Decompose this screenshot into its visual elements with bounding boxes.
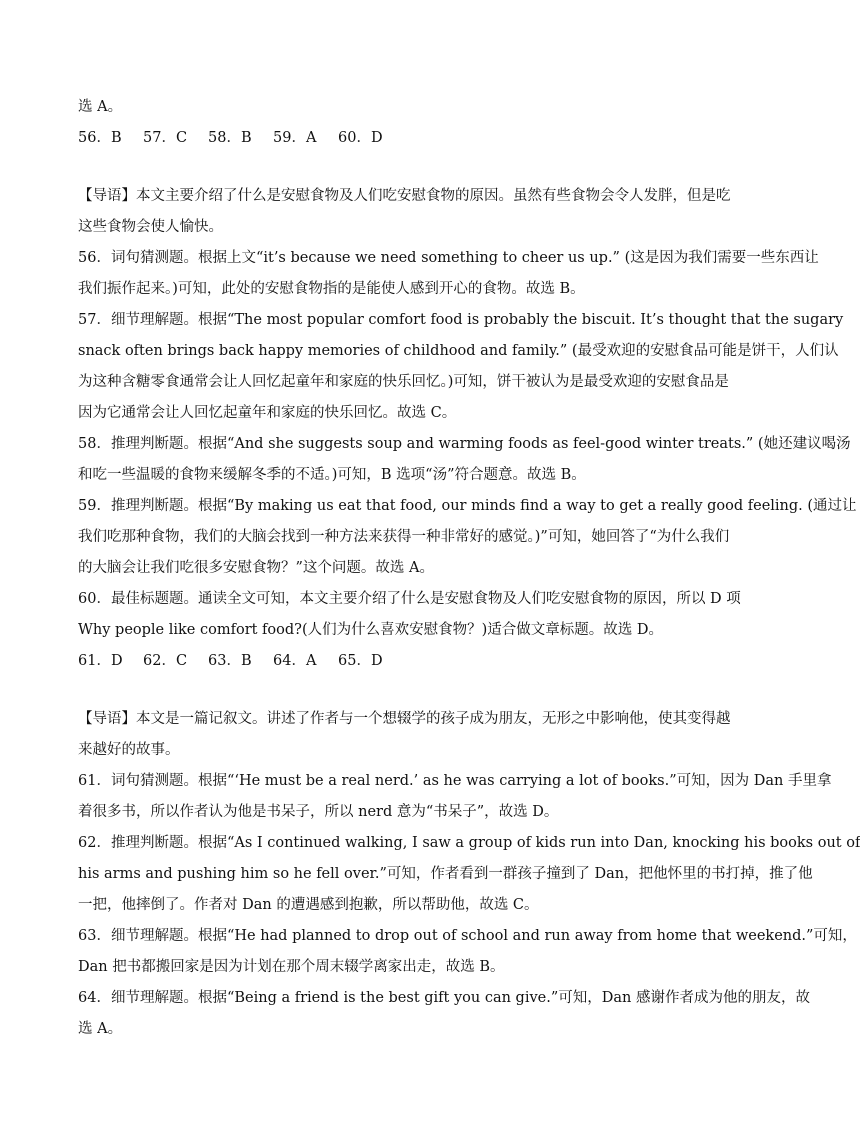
text-line: 因为它通常会让人回忆起童年和家庭的快乐回忆。故选 C。 — [78, 405, 457, 421]
text-line: Why people like comfort food?(人们为什么喜欢安慰食物？)适合做文章标题。故选 D。 — [78, 622, 663, 638]
text-line: 选 A。 — [78, 1021, 123, 1037]
explanation-59: 59．推理判断题。根据“By making us eat that food, our minds find a way to get a really good feeling. (通过让 — [78, 498, 857, 514]
answer-64: 64．A — [273, 653, 317, 669]
explanation-58: 58．推理判断题。根据“And she suggests soup and warming foods as feel-good winter treats.” (她还建议喝汤 — [78, 436, 851, 452]
answer-61: 61．D — [78, 653, 123, 669]
text-line: 一把，他摔倒了。作者对 Dan 的遭遇感到抱歉，所以帮助他，故选 C。 — [78, 897, 539, 913]
text-line: Dan 把书都搬回家是因为计划在那个周末辍学离家出走，故选 B。 — [78, 959, 505, 975]
explanation-57: 57．细节理解题。根据“The most popular comfort food is probably the biscuit. It’s thought that the sugary — [78, 312, 844, 328]
intro-passage-2: 【导语】本文是一篇记叙文。讲述了作者与一个想辍学的孩子成为朋友，无形之中影响他，使其变得越 — [78, 711, 731, 727]
answer-58: 58．B — [208, 130, 252, 146]
text-line: his arms and pushing him so he fell over.”可知，作者看到一群孩子撞到了 Dan，把他怀里的书打掉，推了他 — [78, 866, 813, 882]
text-line: snack often brings back happy memories of childhood and family.” (最受欢迎的安慰食品可能是饼干，人们认 — [78, 343, 839, 359]
text-line: 的大脑会让我们吃很多安慰食物？”这个问题。故选 A。 — [78, 560, 434, 576]
text-line: 选 A。 — [78, 99, 123, 115]
text-line: 来越好的故事。 — [78, 742, 180, 758]
answer-59: 59．A — [273, 130, 317, 146]
answer-60: 60．D — [338, 130, 383, 146]
explanation-56: 56．词句猜测题。根据上文“it’s because we need something to cheer us up.” (这是因为我们需要一些东西让 — [78, 250, 819, 266]
intro-passage-1: 【导语】本文主要介绍了什么是安慰食物及人们吃安慰食物的原因。虽然有些食物会令人发胖，但是吃 — [78, 188, 731, 204]
explanation-60: 60．最佳标题题。通读全文可知，本文主要介绍了什么是安慰食物及人们吃安慰食物的原因，所以 D 项 — [78, 591, 741, 607]
text-line: 为这种含糖零食通常会让人回忆起童年和家庭的快乐回忆。)可知，饼干被认为是最受欢迎的安慰食品是 — [78, 374, 729, 390]
answer-62: 62．C — [143, 653, 188, 669]
text-line: 我们吃那种食物，我们的大脑会找到一种方法来获得一种非常好的感觉。)”可知，她回答了“为什么我们 — [78, 529, 730, 545]
text-line: 这些食物会使人愉快。 — [78, 219, 223, 235]
answer-57: 57．C — [143, 130, 188, 146]
text-line: 我们振作起来。)可知，此处的安慰食物指的是能使人感到开心的食物。故选 B。 — [78, 281, 585, 297]
answer-56: 56．B — [78, 130, 122, 146]
explanation-61: 61．词句猜测题。根据“‘He must be a real nerd.’ as he was carrying a lot of books.”可知，因为 Dan 手里拿 — [78, 773, 832, 789]
answer-63: 63．B — [208, 653, 252, 669]
explanation-63: 63．细节理解题。根据“He had planned to drop out of school and run away from home that weekend.”可知， — [78, 928, 857, 944]
text-line: 和吃一些温暖的食物来缓解冬季的不适。)可知，B 选项“汤”符合题意。故选 B。 — [78, 467, 586, 483]
explanation-62: 62．推理判断题。根据“As I continued walking, I saw a group of kids run into Dan, knocking his books out of — [78, 835, 860, 851]
answer-65: 65．D — [338, 653, 383, 669]
text-line: 着很多书，所以作者认为他是书呆子，所以 nerd 意为“书呆子”，故选 D。 — [78, 804, 559, 820]
explanation-64: 64．细节理解题。根据“Being a friend is the best gift you can give.”可知，Dan 感谢作者成为他的朋友，故 — [78, 990, 810, 1006]
